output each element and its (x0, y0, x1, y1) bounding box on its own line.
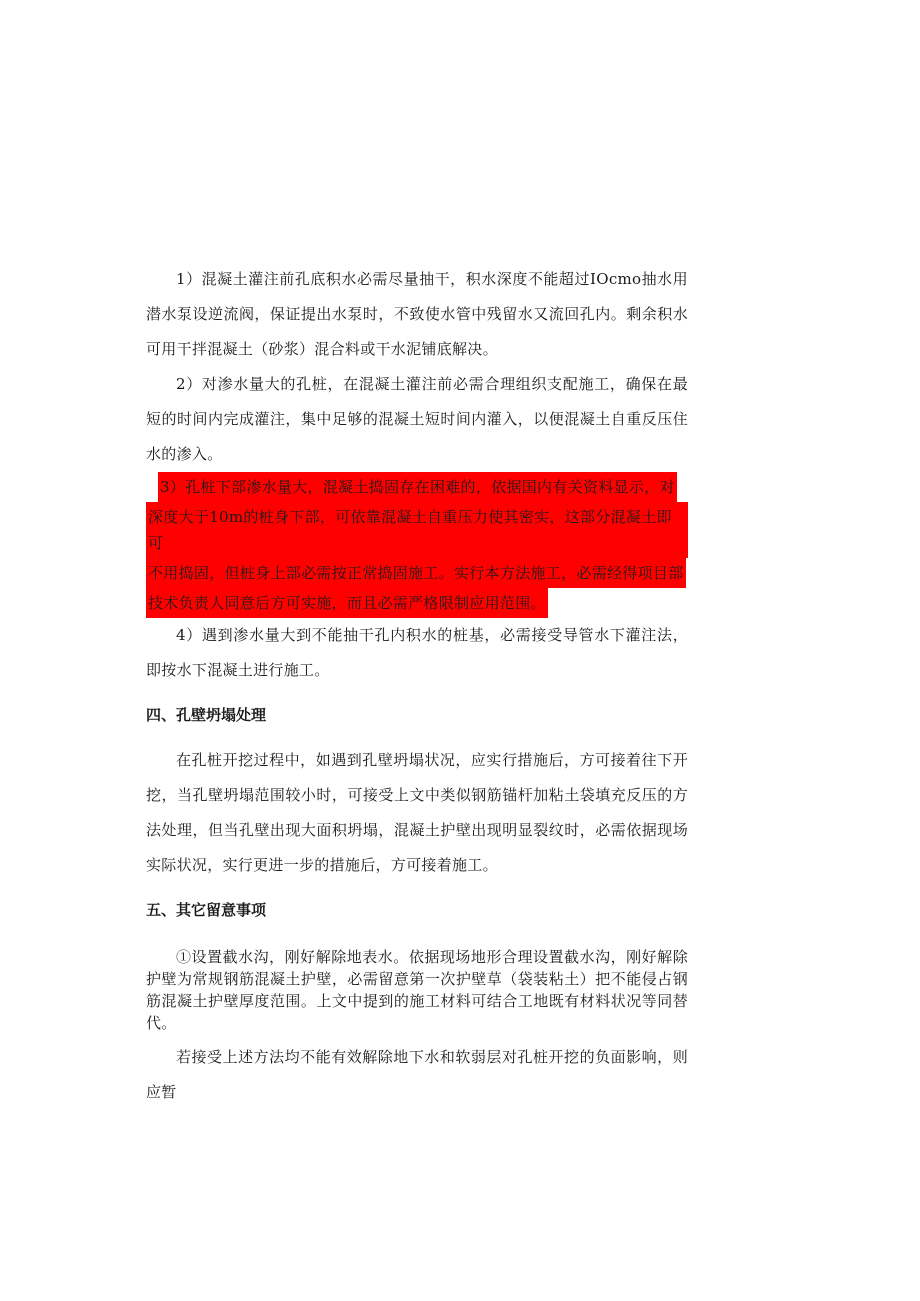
section-4-body: 在孔桩开挖过程中，如遇到孔壁坍塌状况，应实行措施后，方可接着往下开挖，当孔壁坍塌范围较小时，可接受上文中类似钢筋锚杆加粘土袋填充反压的方法处理，但当孔壁出现大面积坍塌，混凝土护壁出现明显裂纹时，必需依据现场实际状况，实行更进一步的措施后，方可接着施工。 (146, 751, 688, 874)
section-heading-4: 四、孔壁坍塌处理 (146, 706, 267, 724)
highlighted-paragraph-3 (146, 472, 688, 618)
highlight-line: 不用捣固，但桩身上部必需按正常捣固施工。实行本方法施工，必需经得项目部 (146, 558, 686, 588)
section-5-item-2: 若接受上述方法均不能有效解除地下水和软弱层对孔桩开挖的负面影响，则应暂 (146, 1048, 688, 1101)
paragraph-1: 1）混凝土灌注前孔底积水必需尽量抽干，积水深度不能超过IOcmo抽水用潜水泵设逆流阀，保证提出水泵时，不致使水管中残留水又流回孔内。剩余积水可用干拌混凝土（砂浆）混合料或干水泥铺底解决。 (146, 270, 688, 358)
highlight-line: 深度大于10m的桩身下部，可依靠混凝土自重压力使其密实，这部分混凝土即可 (146, 502, 688, 558)
document-body (146, 262, 688, 1110)
section-heading-5: 五、其它留意事项 (146, 901, 267, 919)
section-5-item-1: ①设置截水沟，刚好解除地表水。依据现场地形合理设置截水沟，刚好解除护壁为常规钢筋混凝土护壁，必需留意第一次护壁草（袋装粘土）把不能侵占钢筋混凝土护壁厚度范围。上文中提到的施工材料可结合工地既有材料状况等同替代。 (146, 948, 688, 1032)
highlight-line: 3）孔桩下部渗水量大，混凝土捣固存在困难的，依据国内有关资料显示，对 (158, 472, 677, 502)
highlight-line: 技术负责人同意后方可实施，而且必需严格限制应用范围。 (146, 588, 548, 618)
paragraph-4: 4）遇到渗水量大到不能抽干孔内积水的桩基，必需接受导管水下灌注法，即按水下混凝土进行施工。 (146, 626, 688, 679)
paragraph-2: 2）对渗水量大的孔桩，在混凝土灌注前必需合理组织支配施工，确保在最短的时间内完成灌注，集中足够的混凝土短时间内灌入，以便混凝土自重反压住水的渗入。 (146, 375, 688, 463)
